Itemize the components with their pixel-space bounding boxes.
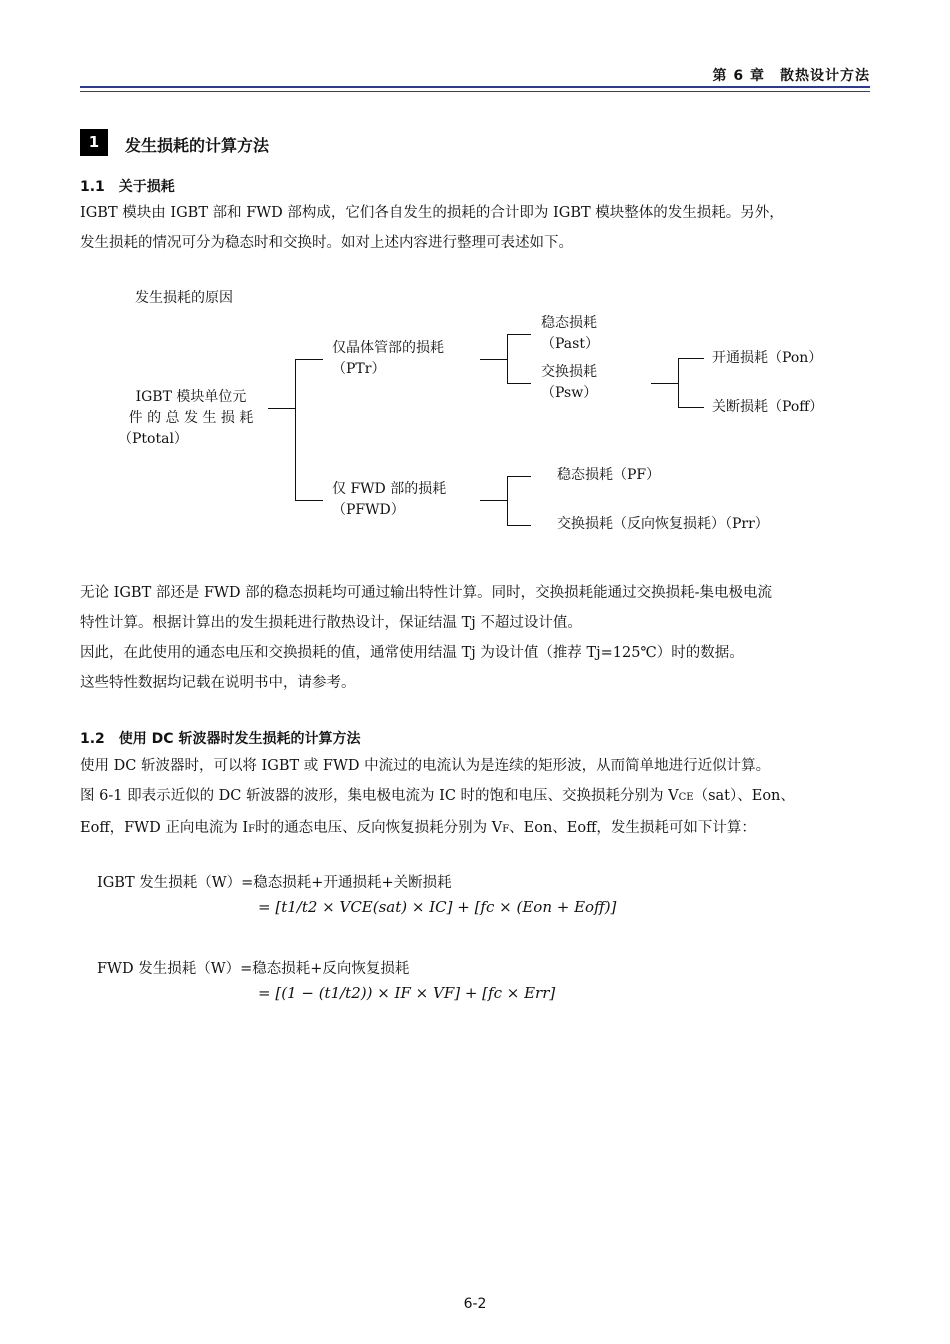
node-text: （PTr）: [332, 361, 386, 377]
node-text: 件 的 总 发 生 损 耗: [128, 410, 254, 426]
formula-fwd-label: FWD 发生损耗（W）=稳态损耗+反向恢复损耗: [97, 961, 410, 977]
node-transistor-loss: [332, 338, 444, 380]
formula-igbt-expression: = [t1/t2 × VCE(sat) × IC] + [fc × (Eon + Eoff)]: [258, 898, 617, 916]
paragraph-line: 无论 IGBT 部还是 FWD 部的稳态损耗均可通过输出特性计算。同时，交换损耗能通过交换损耗-集电极电流: [80, 585, 773, 601]
paragraph-line: 使用 DC 斩波器时，可以将 IGBT 或 FWD 中流过的电流认为是连续的矩形波，从而简单地进行近似计算。: [80, 758, 771, 774]
node-text: IGBT 模块单位元: [135, 389, 247, 405]
node-fwd-recovery-loss: 交换损耗（反向恢复损耗）（Prr）: [557, 516, 769, 532]
node-total-loss: [118, 387, 264, 450]
connector-line: [507, 383, 531, 384]
section-number: 1: [80, 129, 108, 156]
connector-line: [268, 408, 296, 409]
connector-line: [678, 358, 679, 408]
page-number: 6-2: [463, 1296, 487, 1312]
text-run: 、Eon、Eoff，发生损耗可如下计算：: [509, 820, 756, 836]
node-text: 仅 FWD 部的损耗: [332, 481, 447, 497]
header-rule-thick: [80, 86, 870, 88]
paragraph-line: IGBT 模块由 IGBT 部和 FWD 部构成，它们各自发生的损耗的合计即为 IGBT 模块整体的发生损耗。另外，: [80, 205, 784, 221]
paragraph-line: 发生损耗的情况可分为稳态时和交换时。如对上述内容进行整理可表述如下。: [80, 235, 573, 251]
formula-igbt-label: IGBT 发生损耗（W）=稳态损耗+开通损耗+关断损耗: [97, 875, 452, 891]
node-fwd-loss: [332, 479, 446, 521]
node-turn-off-loss: 关断损耗（Poff）: [712, 399, 824, 415]
subscript: CE: [678, 792, 694, 803]
paragraph-dc-chopper: [80, 751, 880, 845]
paragraph-loss-calculation: [80, 578, 880, 698]
subsection-title-1-2: 1.2 使用 DC 斩波器时发生损耗的计算方法: [80, 731, 361, 747]
text-run: 时的通态电压、反向恢复损耗分别为 V: [255, 820, 503, 836]
text-run: Eoff，FWD 正向电流为 I: [80, 820, 249, 836]
subscript: F: [248, 824, 256, 835]
node-text: 交换损耗: [541, 364, 597, 380]
connector-line: [507, 334, 531, 335]
node-text: 仅晶体管部的损耗: [332, 340, 444, 356]
connector-line: [480, 500, 508, 501]
paragraph-line: [80, 781, 880, 813]
text-run: 图 6-1 即表示近似的 DC 斩波器的波形，集电极电流为 IC 时的饱和电压、交换损耗分别为 V: [80, 788, 679, 804]
connector-line: [678, 407, 704, 408]
connector-line: [295, 359, 296, 501]
connector-line: [651, 383, 679, 384]
node-text: 稳态损耗: [541, 315, 597, 331]
connector-line: [507, 334, 508, 384]
header-rule-thin: [80, 91, 870, 92]
node-switching-loss-psw: [541, 362, 597, 404]
connector-line: [480, 359, 508, 360]
subscript: F: [502, 824, 510, 835]
node-text: （PFWD）: [332, 502, 405, 518]
node-text: （Past）: [541, 336, 599, 352]
paragraph-line: 因此，在此使用的通态电压和交换损耗的值，通常使用结温 Tj 为设计值（推荐 Tj=125℃）时的数据。: [80, 645, 744, 661]
connector-line: [678, 358, 704, 359]
section-title: 发生损耗的计算方法: [125, 136, 270, 155]
connector-line: [507, 525, 531, 526]
paragraph-line: [80, 813, 880, 845]
diagram-caption: 发生损耗的原因: [135, 290, 233, 306]
node-fwd-steady-loss: 稳态损耗（PF）: [557, 467, 661, 483]
node-text: （Psw）: [541, 385, 598, 401]
paragraph-line: 这些特性数据均记载在说明书中，请参考。: [80, 675, 356, 691]
connector-line: [295, 359, 323, 360]
paragraph-about-loss: [80, 198, 880, 258]
connector-line: [507, 476, 531, 477]
node-turn-on-loss: 开通损耗（Pon）: [712, 350, 823, 366]
node-text: （Ptotal）: [118, 431, 188, 447]
chapter-header: 第 6 章 散热设计方法: [712, 68, 870, 84]
formula-fwd-expression: = [(1 − (t1/t2)) × IF × VF] + [fc × Err]: [258, 984, 556, 1002]
node-steady-loss-past: [541, 313, 599, 355]
connector-line: [295, 500, 323, 501]
paragraph-line: 特性计算。根据计算出的发生损耗进行散热设计，保证结温 Tj 不超过设计值。: [80, 615, 582, 631]
text-run: （sat）、Eon、: [693, 788, 795, 804]
subsection-title-1-1: 1.1 关于损耗: [80, 179, 175, 195]
connector-line: [507, 476, 508, 526]
